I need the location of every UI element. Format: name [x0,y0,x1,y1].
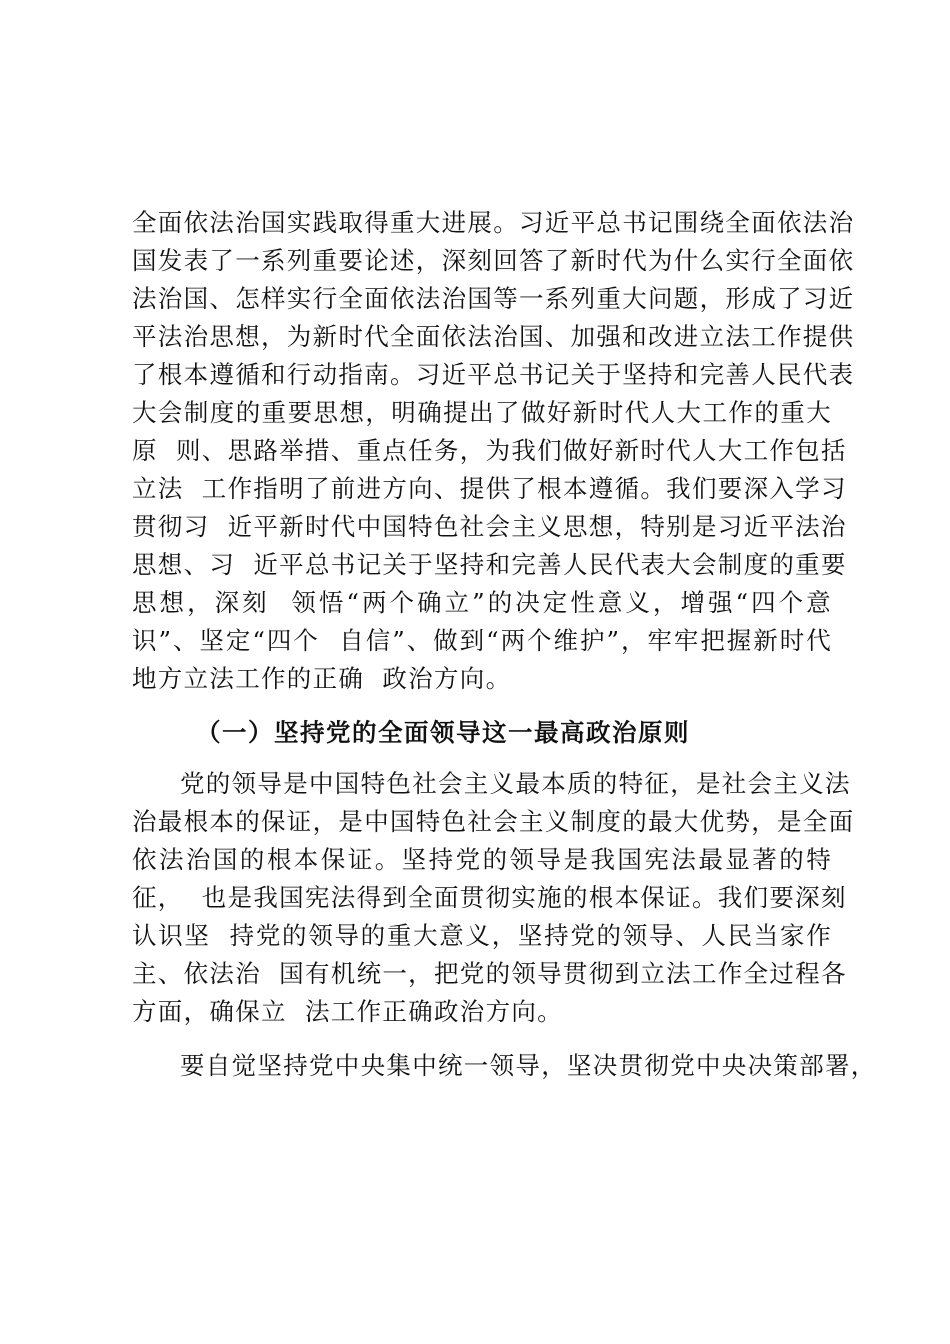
text-line: 全面依法治国实践取得重大进展。习近平总书记围绕全面依法治 [132,208,855,237]
text-line: 立法 工作指明了前进方向、提供了根本遵循。我们要深入学习 [132,474,847,503]
text-line: 党的领导是中国特色社会主义最本质的特征，是社会主义法 [180,769,851,798]
text-line: 要自觉坚持党中央集中统一领导，坚决贯彻党中央决策部署， [180,1051,877,1080]
text-line: 思想、习 近平总书记关于坚持和完善人民代表大会制度的重要 [132,550,847,579]
text-line: 主、依法治 国有机统一，把党的领导贯彻到立法工作全过程各 [132,959,847,988]
text-line: 国发表了一系列重要论述，深刻回答了新时代为什么实行全面依 [132,246,855,275]
text-line: 征， 也是我国宪法得到全面贯彻实施的根本保证。我们要深刻 [132,883,847,912]
text-line: 原 则、思路举措、重点任务，为我们做好新时代人大工作包括 [132,436,847,465]
text-line: 大会制度的重要思想，明确提出了做好新时代人大工作的重大 [132,398,832,427]
text-line: 贯彻习 近平新时代中国特色社会主义思想，特别是习近平法治 [132,512,847,541]
text-line: 识”、坚定“四个 自信”、做到“两个维护”，牢牢把握新时代 [132,626,832,655]
text-line: 认识坚 持党的领导的重大意义，坚持党的领导、人民当家作 [132,921,832,950]
section-heading: （一）坚持党的全面领导这一最高政治原则 [196,718,690,747]
text-line: 依法治国的根本保证。坚持党的领导是我国宪法最显著的特 [132,845,832,874]
text-line: 平法治思想，为新时代全面依法治国、加强和改进立法工作提供 [132,322,855,351]
text-line: 思想，深刻 领悟“两个确立”的决定性意义，增强“四个意 [132,588,832,617]
text-line: 地方立法工作的正确 政治方向。 [132,664,512,693]
text-line: 了根本遵循和行动指南。习近平总书记关于坚持和完善人民代表 [132,360,855,389]
text-line: 治最根本的保证，是中国特色社会主义制度的最大优势，是全面 [132,807,855,836]
text-line: 方面，确保立 法工作正确政治方向。 [132,997,563,1026]
text-line: 法治国、怎样实行全面依法治国等一系列重大问题，形成了习近 [132,284,855,313]
